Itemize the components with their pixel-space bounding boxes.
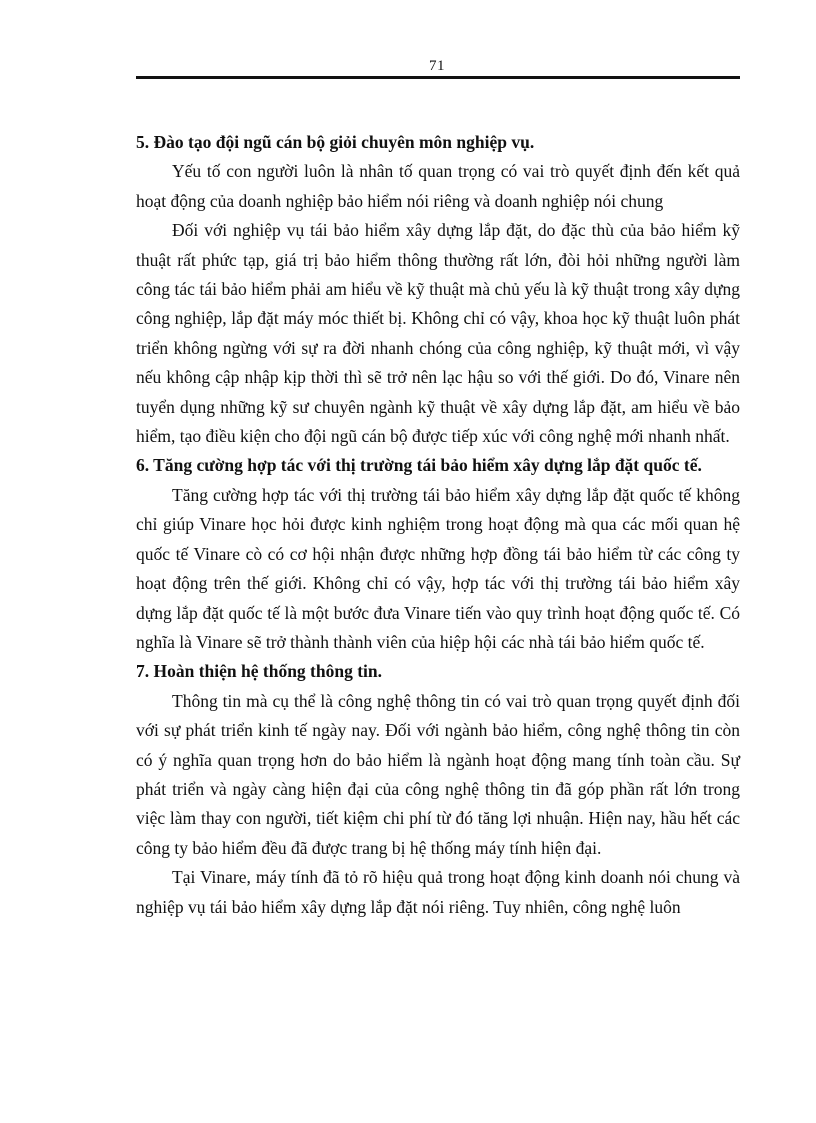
section-6-heading: 6. Tăng cường hợp tác với thị trường tái bảo hiểm xây dựng lắp đặt quốc tế. [136,455,702,476]
document-body [136,128,740,922]
header-rule [136,76,740,79]
page-number: 71 [429,58,445,74]
section-5-heading: 5. Đào tạo đội ngũ cán bộ giỏi chuyên môn nghiệp vụ. [136,132,535,152]
section-7-heading: 7. Hoàn thiện hệ thống thông tin. [136,661,383,682]
section-5-paragraph-1: Yếu tố con người luôn là nhân tố quan trọng có vai trò quyết định đến kết quả hoạt động của doanh nghiệp bảo hiểm nói riêng và doanh nghiệp nói chung [136,161,740,211]
section-7-paragraph-1: Thông tin mà cụ thể là công nghệ thông tin có vai trò quan trọng quyết định đối với sự phát triển kinh tế ngày nay. Đối với ngành bảo hiểm, công nghệ thông tin còn có ý nghĩa quan trọng hơn do bảo hiểm là ngành hoạt động mang tính toàn cầu. Sự phát triển và ngày càng hiện đại của công nghệ thông tin đã góp phần rất lớn trong việc làm thay con người, tiết kiệm chi phí từ đó tăng lợi nhuận. Hiện nay, hầu hết các công ty bảo hiểm đều đã được trang bị hệ thống máy tính hiện đại. [136,690,740,858]
section-7-paragraph-2: Tại Vinare, máy tính đã tỏ rõ hiệu quả trong hoạt động kinh doanh nói chung và nghiệp vụ tái bảo hiểm xây dựng lắp đặt nói riêng. Tuy nhiên, công nghệ luôn [136,867,740,917]
section-6-paragraph-1: Tăng cường hợp tác với thị trường tái bảo hiểm xây dựng lắp đặt quốc tế không chỉ giúp Vinare học hỏi được kinh nghiệm trong hoạt động mà qua các mối quan hệ quốc tế Vinare cò có cơ hội nhận được những hợp đồng tái bảo hiểm từ các công ty hoạt động trên thế giới. Không chỉ có vậy, hợp tác với thị trường tái bảo hiểm xây dựng lắp đặt quốc tế là một bước đưa Vinare tiến vào quy trình hoạt động quốc tế. Có nghĩa là Vinare sẽ trở thành thành viên của hiệp hội các nhà tái bảo hiểm quốc tế. [136,484,740,652]
section-5-paragraph-2: Đối với nghiệp vụ tái bảo hiểm xây dựng lắp đặt, do đặc thù của bảo hiểm kỹ thuật rất phức tạp, giá trị bảo hiểm thông thường rất lớn, đòi hỏi những người làm công tác tái bảo hiểm phải am hiểu về kỹ thuật mà chủ yếu là kỹ thuật trong xây dựng công nghiệp, lắp đặt máy móc thiết bị. Không chỉ có vậy, khoa học kỹ thuật luôn phát triển không ngừng với sự ra đời nhanh chóng của công nghiệp, kỹ thuật mới, vì vậy nếu không cập nhập kịp thời thì sẽ trở nên lạc hậu so với thế giới. Do đó, Vinare nên tuyển dụng những kỹ sư chuyên ngành kỹ thuật về xây dựng lắp đặt, am hiểu về bảo hiểm, tạo điều kiện cho đội ngũ cán bộ được tiếp xúc với công nghệ mới nhanh nhất. [136,220,740,447]
